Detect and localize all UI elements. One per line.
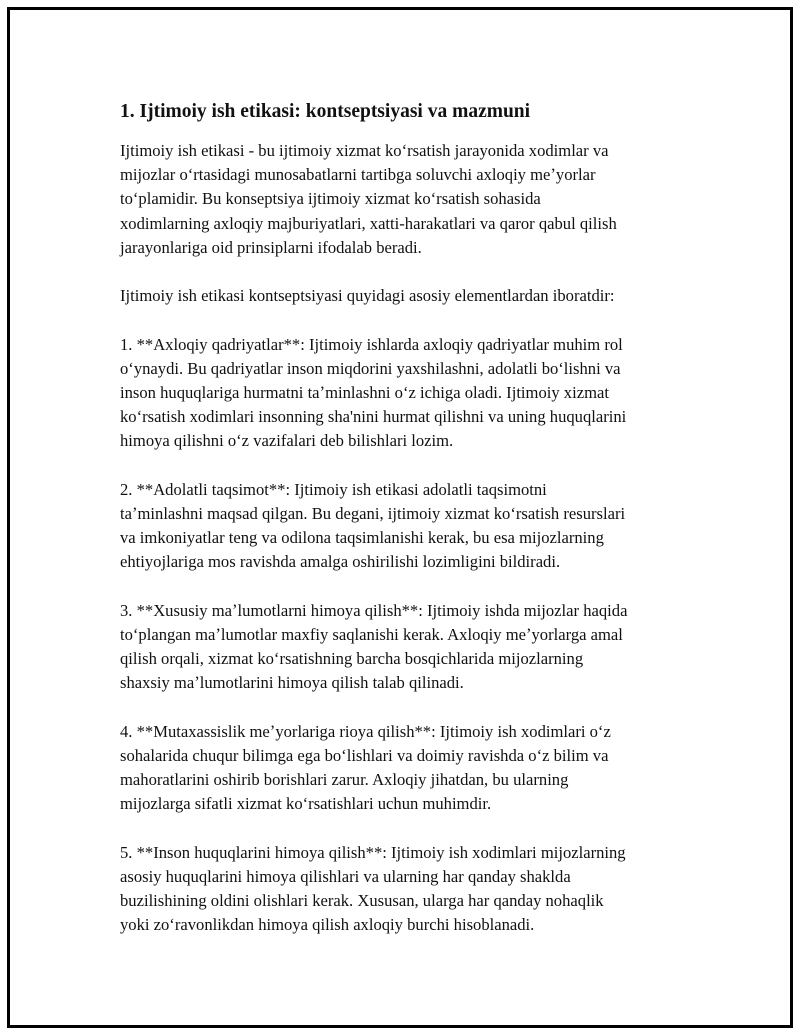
text-line: 2. **Adolatli taqsimot**: Ijtimoiy ish etikasi adolatli taqsimotni [120,479,547,499]
text-line: 3. **Xususiy maʼlumotlarni himoya qilish**: Ijtimoiy ishda mijozlar haqida [120,600,628,620]
text-line: 4. **Mutaxassislik meʼyorlariga rioya qilish**: Ijtimoiy ish xodimlari oʻz [120,721,611,741]
paragraph-intro [120,139,710,260]
page-frame [7,7,793,1028]
document-body [120,98,710,962]
text-line: qilish orqali, xizmat koʻrsatishning barcha bosqichlarida mijozlarning [120,649,584,669]
text-line: himoya qilishni oʻz vazifalari deb bilishlari lozim. [120,431,454,451]
paragraph-item-1 [120,333,710,454]
text-line: inson huquqlariga hurmatni taʼminlashni oʻz ichiga oladi. Ijtimoiy xizmat [120,383,609,402]
text-line: ehtiyojlariga mos ravishda amalga oshirilishi lozimligini bildiradi. [120,552,561,572]
text-line: jarayonlariga oid prinsiplarni ifodalab beradi. [120,237,422,257]
paragraph-item-4 [120,720,710,817]
text-line: Ijtimoiy ish etikasi kontseptsiyasi quyidagi asosiy elementlardan iboratdir: [120,286,615,306]
text-line: asosiy huquqlarini himoya qilishlari va ularning har qanday shaklda [120,867,571,886]
paragraph-elements-lead [120,284,710,308]
text-line: Ijtimoiy ish etikasi - bu ijtimoiy xizmat koʻrsatish jarayonida xodimlar va [120,141,609,160]
text-line: koʻrsatish xodimlari insonning sha'nini hurmat qilishni va uning huquqlarini [120,407,627,427]
text-line: shaxsiy maʼlumotlarini himoya qilish talab qilinadi. [120,673,464,693]
text-line: 1. **Axloqiy qadriyatlar**: Ijtimoiy ishlarda axloqiy qadriyatlar muhim rol [120,334,623,354]
text-line: mijozlar oʻrtasidagi munosabatlarni tartibga soluvchi axloqiy meʼyorlar [120,165,596,185]
paragraph-item-5 [120,841,710,938]
text-line: xodimlarning axloqiy majburiyatlari, xatti-harakatlari va qaror qabul qilish [120,213,617,233]
paragraph-item-2 [120,478,710,575]
text-line: mahoratlarini oshirib borishlari zarur. Axloqiy jihatdan, bu ularning [120,770,569,790]
text-line: oʻynaydi. Bu qadriyatlar inson miqdorini yaxshilashni, adolatli boʻlishni va [120,358,621,378]
text-line: toʻplangan maʼlumotlar maxfiy saqlanishi kerak. Axloqiy meʼyorlarga amal [120,625,623,644]
text-line: sohalarida chuqur bilimga ega boʻlishlari va doimiy ravishda oʻz bilim va [120,746,609,765]
text-line: yoki zoʻravonlikdan himoya qilish axloqiy burchi hisoblanadi. [120,915,535,935]
text-line: toʻplamidir. Bu konseptsiya ijtimoiy xizmat koʻrsatish sohasida [120,189,541,209]
text-line: mijozlarga sifatli xizmat koʻrsatishlari uchun muhimdir. [120,794,492,814]
document-title: 1. Ijtimoiy ish etikasi: kontseptsiyasi va mazmuni [120,101,531,122]
text-line: va imkoniyatlar teng va odilona taqsimlanishi kerak, bu esa mijozlarning [120,528,604,548]
text-line: buzilishining oldini olishlari kerak. Xususan, ularga har qanday nohaqlik [120,891,604,911]
paragraph-item-3 [120,599,710,696]
text-line: 5. **Inson huquqlarini himoya qilish**: Ijtimoiy ish xodimlari mijozlarning [120,842,626,862]
text-line: taʼminlashni maqsad qilgan. Bu degani, ijtimoiy xizmat koʻrsatish resurslari [120,504,626,523]
